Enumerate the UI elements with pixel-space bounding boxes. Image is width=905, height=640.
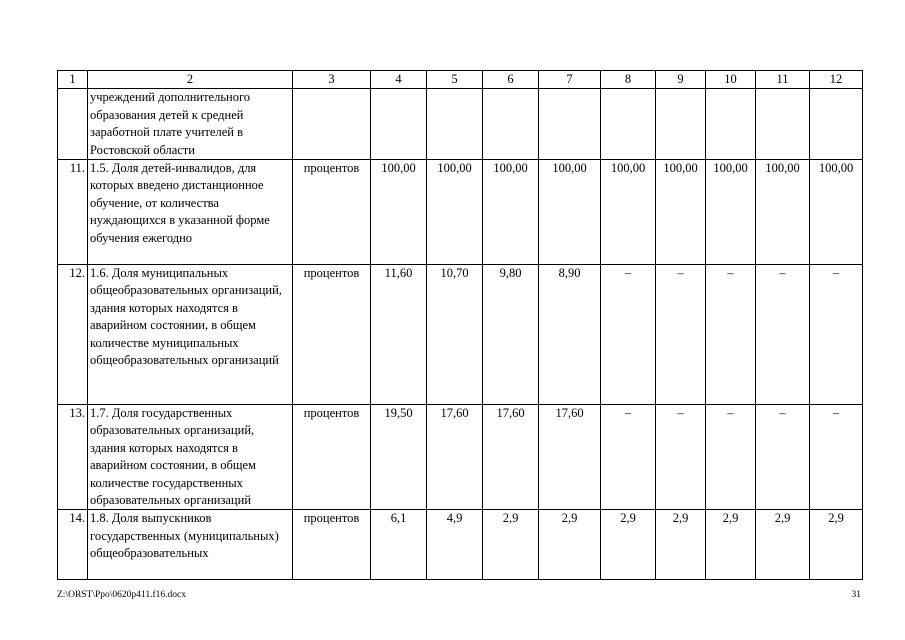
- value-cell: –: [601, 405, 656, 510]
- value-cell: 19,50: [371, 405, 427, 510]
- value-cell: 11,60: [371, 265, 427, 405]
- value-cell: [601, 89, 656, 160]
- value-cell: 100,00: [656, 160, 706, 265]
- indicator-description: 1.5. Доля детей-инвалидов, для которых введено дистанционное обучение, от количества нуждающихся в указанной форме обучения ежегодно: [88, 160, 293, 265]
- value-cell: –: [706, 265, 756, 405]
- row-number: 13.: [58, 405, 88, 510]
- value-cell: [371, 89, 427, 160]
- value-cell: 17,60: [539, 405, 601, 510]
- indicators-table: [57, 70, 863, 580]
- table-row: [58, 89, 863, 160]
- value-cell: 17,60: [483, 405, 539, 510]
- value-cell: –: [601, 265, 656, 405]
- column-number: 5: [427, 71, 483, 89]
- value-cell: –: [756, 265, 810, 405]
- file-path-footer: Z:\ORST\Ppo\0620p411.f16.docx: [57, 590, 186, 600]
- page-number: 31: [851, 590, 861, 600]
- value-cell: 2,9: [656, 510, 706, 580]
- value-cell: 100,00: [371, 160, 427, 265]
- value-cell: 2,9: [539, 510, 601, 580]
- value-cell: 8,90: [539, 265, 601, 405]
- column-number: 1: [58, 71, 88, 89]
- value-cell: 9,80: [483, 265, 539, 405]
- value-cell: –: [810, 265, 863, 405]
- value-cell: [706, 89, 756, 160]
- value-cell: [756, 89, 810, 160]
- column-number: 6: [483, 71, 539, 89]
- value-cell: 17,60: [427, 405, 483, 510]
- column-number: 9: [656, 71, 706, 89]
- column-number: 4: [371, 71, 427, 89]
- column-number: 11: [756, 71, 810, 89]
- value-cell: 2,9: [810, 510, 863, 580]
- value-cell: 100,00: [706, 160, 756, 265]
- unit-cell: процентов: [293, 265, 371, 405]
- indicator-description: 1.8. Доля выпускников государственных (муниципальных) общеобразовательных: [88, 510, 293, 580]
- value-cell: 6,1: [371, 510, 427, 580]
- value-cell: 100,00: [483, 160, 539, 265]
- row-number: 11.: [58, 160, 88, 265]
- value-cell: 2,9: [756, 510, 810, 580]
- value-cell: 100,00: [427, 160, 483, 265]
- value-cell: 10,70: [427, 265, 483, 405]
- unit-cell: процентов: [293, 160, 371, 265]
- column-number: 12: [810, 71, 863, 89]
- column-number: 8: [601, 71, 656, 89]
- table-row: [58, 405, 863, 510]
- value-cell: –: [756, 405, 810, 510]
- value-cell: 2,9: [601, 510, 656, 580]
- indicator-description: 1.6. Доля муниципальных общеобразовательных организаций, здания которых находятся в аварийном состоянии, в общем количестве муниципальных общеобразовательных организаций: [88, 265, 293, 405]
- value-cell: [656, 89, 706, 160]
- value-cell: 100,00: [601, 160, 656, 265]
- row-number: 12.: [58, 265, 88, 405]
- indicator-description: учреждений дополнительного образования детей к средней заработной плате учителей в Ростовской области: [88, 89, 293, 160]
- column-number: 2: [88, 71, 293, 89]
- row-number: 14.: [58, 510, 88, 580]
- column-number: 7: [539, 71, 601, 89]
- unit-cell: процентов: [293, 510, 371, 580]
- value-cell: –: [706, 405, 756, 510]
- unit-cell: [293, 89, 371, 160]
- value-cell: –: [656, 265, 706, 405]
- value-cell: –: [810, 405, 863, 510]
- value-cell: [427, 89, 483, 160]
- unit-cell: процентов: [293, 405, 371, 510]
- value-cell: 2,9: [483, 510, 539, 580]
- value-cell: [483, 89, 539, 160]
- table-row: [58, 160, 863, 265]
- column-number: 10: [706, 71, 756, 89]
- row-number: [58, 89, 88, 160]
- value-cell: 100,00: [810, 160, 863, 265]
- column-number-row: [58, 71, 863, 89]
- table-row: [58, 510, 863, 580]
- value-cell: 2,9: [706, 510, 756, 580]
- value-cell: 4,9: [427, 510, 483, 580]
- table-row: [58, 265, 863, 405]
- indicator-description: 1.7. Доля государственных образовательных организаций, здания которых находятся в аварийном состоянии, в общем количестве государственных образовательных организаций: [88, 405, 293, 510]
- value-cell: 100,00: [539, 160, 601, 265]
- value-cell: –: [656, 405, 706, 510]
- column-number: 3: [293, 71, 371, 89]
- value-cell: 100,00: [756, 160, 810, 265]
- value-cell: [539, 89, 601, 160]
- value-cell: [810, 89, 863, 160]
